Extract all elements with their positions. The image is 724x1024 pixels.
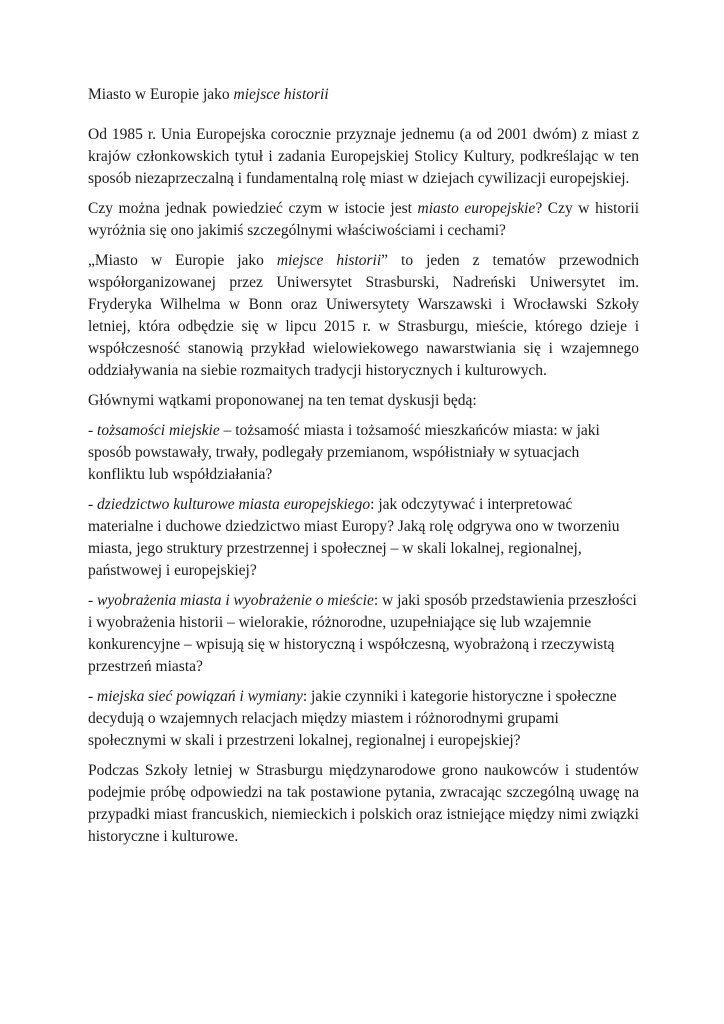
paragraph-conclusion: Podczas Szkoły letniej w Strasburgu międzynarodowe grono naukowców i studentów podejmie próbę odpowiedzi na tak postawione pytania, zwracając szczególną uwagę na przypadki miast francuskich, niemieckich i polskich oraz istniejące między nimi związki historyczne i kulturowe. — [88, 762, 639, 845]
topic-text: : jakie czynniki i kategorie historyczne i społeczne decydują o wzajemnych relacjach między miastem i różnorodnymi grupami społecznymi w skali i przestrzeni lokalnej, regionalnej i europejskiej? — [88, 688, 617, 749]
topic-item-network — [88, 686, 639, 752]
p3-italic: miejsce historii — [276, 252, 382, 269]
paragraph-summer-school — [88, 250, 639, 382]
title-italic: miejsce historii — [233, 86, 329, 103]
topic-title: dziedzictwo kulturowe miasta europejskiego — [97, 496, 371, 513]
p3-text-b: ” to jeden z tematów przewodnich współorganizowanej przez Uniwersytet Strasburski, Nadreński Uniwersytet im. Fryderyka Wilhelma w Bonn oraz Uniwersytety Warszawski i Wrocławski Szkoły letniej, która odbędzie się w lipcu 2015 r. w Strasburgu, mieście, którego dzieje i współczesność stanowią przykład wielowiekowego nawarstwiania się i wzajemnego oddziaływania na siebie rozmaitych tradycji historycznych i kulturowych. — [88, 252, 639, 379]
topic-item-identities — [88, 420, 639, 486]
p3-text-a: „Miasto w Europie jako — [88, 252, 277, 269]
topic-text: – tożsamość miasta i tożsamość mieszkańców miasta: w jaki sposób powstawały, trwały, podlegały przemianom, współistniały w sytuacjach konfliktu lub współdziałania? — [88, 422, 600, 483]
topic-dash: - — [88, 422, 98, 439]
paragraph-question — [88, 198, 639, 242]
topic-item-heritage — [88, 494, 639, 582]
topic-title: miejska sieć powiązań i wymiany — [97, 688, 303, 705]
paragraph-intro: Od 1985 r. Unia Europejska corocznie przyznaje jednemu (a od 2001 dwóm) z miast z krajów członkowskich tytuł i zadania Europejskiej Stolicy Kultury, podkreślając w ten sposób niezaprzeczalną i fundamentalną rolę miast w dziejach cywilizacji europejskiej. — [88, 126, 639, 187]
topic-text: : w jaki sposób przedstawienia przeszłości i wyobrażenia historii – wielorakie, różnorodne, uzupełniające się lub wzajemnie konkurencyjne – wpisują się w historyczną i współczesną, wyobrażoną i rzeczywistą przestrzeń miasta? — [88, 592, 637, 675]
p2-text-a: Czy można jednak powiedzieć czym w istocie jest — [88, 200, 418, 217]
p2-text-b: ? Czy w historii wyróżnia się ono jakimiś szczególnymi właściwościami i cechami? — [88, 200, 639, 239]
topic-dash: - — [88, 496, 98, 513]
topic-text: : jak odczytywać i interpretować materialne i duchowe dziedzictwo miast Europy? Jaką rolę odgrywa ono w tworzeniu miasta, jego struktury przestrzennej i społecznej – w skali lokalnej, regionalnej, państwowej i europejskiej? — [88, 496, 620, 579]
topic-dash: - — [88, 688, 98, 705]
topic-title: tożsamości miejskie — [97, 422, 220, 439]
document-title — [88, 84, 639, 106]
p2-italic: miasto europejskie — [417, 200, 536, 217]
topic-item-images — [88, 590, 639, 678]
document-page — [88, 84, 639, 856]
paragraph-topics-intro: Głównymi wątkami proponowanej na ten temat dyskusji będą: — [88, 392, 477, 409]
title-text: Miasto w Europie jako — [88, 86, 234, 103]
topic-title: wyobrażenia miasta i wyobrażenie o mieście — [97, 592, 374, 609]
topic-dash: - — [88, 592, 98, 609]
